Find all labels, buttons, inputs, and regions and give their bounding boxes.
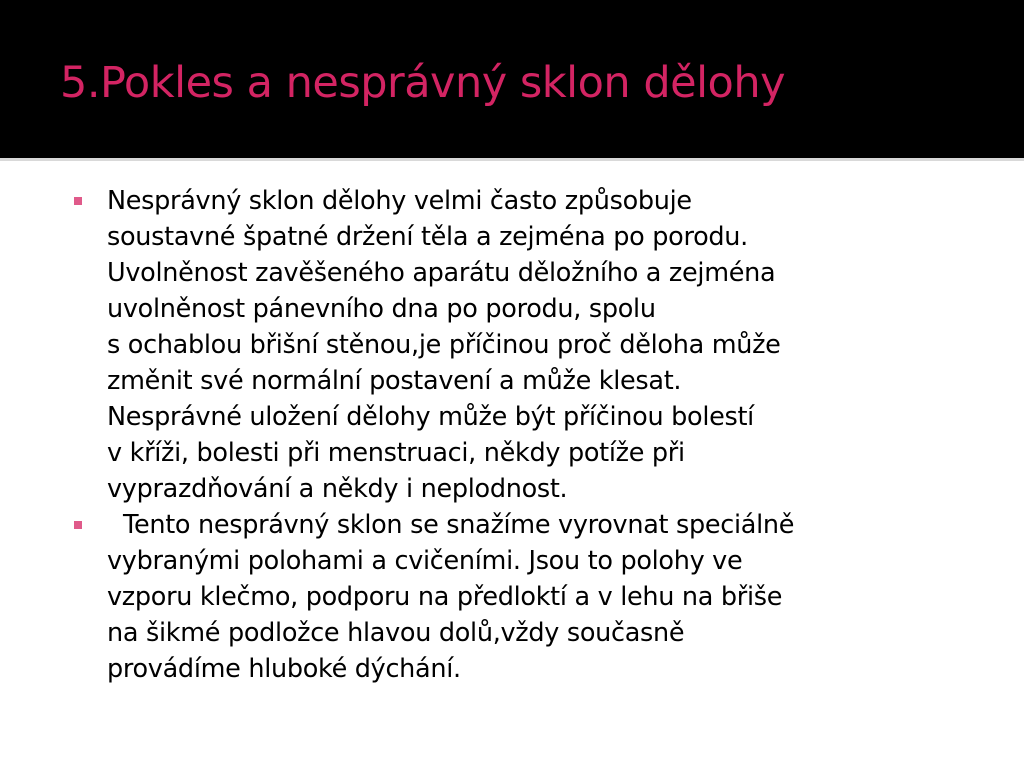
square-bullet-icon: [74, 197, 82, 205]
bullet-line: vzporu klečmo, podporu na předloktí a v lehu na břiše: [107, 582, 783, 612]
bullet-item-2: [72, 507, 972, 687]
bullet-line: uvolněnost pánevního dna po porodu, spolu: [107, 294, 656, 324]
bullet-line: na šikmé podložce hlavou dolů,vždy současně: [107, 618, 685, 648]
bullet-line: soustavné špatné držení těla a zejména po porodu.: [107, 222, 748, 252]
bullet-line: s ochablou břišní stěnou,je příčinou proč děloha může: [107, 330, 781, 360]
bullet-line: změnit své normální postavení a může klesat.: [107, 366, 682, 396]
title-divider: [0, 158, 1024, 161]
slide-title: 5.Pokles a nesprávný sklon dělohy: [60, 58, 786, 108]
bullet-line: vybranými polohami a cvičeními. Jsou to polohy ve: [107, 546, 743, 576]
bullet-line: provádíme hluboké dýchání.: [107, 654, 461, 684]
bullet-line: Nesprávné uložení dělohy může být příčinou bolestí: [107, 402, 754, 432]
square-bullet-icon: [74, 521, 82, 529]
bullet-list: [72, 183, 972, 687]
bullet-line: Uvolněnost zavěšeného aparátu děložního a zejména: [107, 258, 776, 288]
bullet-line: Nesprávný sklon dělohy velmi často způsobuje: [107, 186, 692, 216]
bullet-line: vyprazdňování a někdy i neplodnost.: [107, 474, 568, 504]
bullet-line: v kříži, bolesti při menstruaci, někdy potíže při: [107, 438, 685, 468]
bullet-item-1: [72, 183, 972, 507]
bullet-line: Tento nesprávný sklon se snažíme vyrovnat speciálně: [123, 510, 795, 540]
